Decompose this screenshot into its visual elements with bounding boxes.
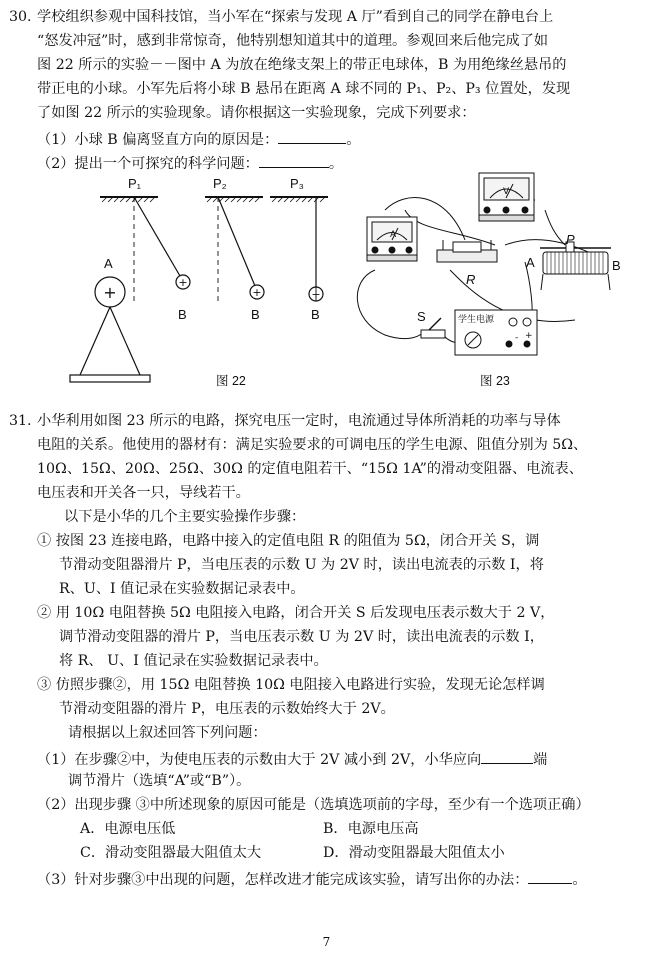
q30-line-5: 了如图 22 所示的实验现象。请你根据这一实验现象，完成下列要求： [37, 105, 476, 121]
rheostat-b-label: B [612, 258, 621, 273]
option-b: B．电源电压高 [323, 821, 419, 837]
q31-intro-2: 电阻的关系。他使用的器材有：满足实验要求的可调电压的学生电源、阻值分别为 5Ω、 [37, 437, 588, 453]
q30-line-4: 带正电的小球。小军先后将小球 B 悬吊在距离 A 球不同的 P₁、P₂、P₃ 位置处，发现 [37, 81, 571, 97]
q31-step1-line-2: 节滑动变阻器滑片 P，当电压表的示数 U 为 2V 时，读出电流表的示数 I，将 [59, 557, 544, 573]
svg-text:-: - [515, 333, 519, 343]
q31-step2-line-1: ② 用 10Ω 电阻替换 5Ω 电阻接入电路，闭合开关 S 后发现电压表示数大于 2 V， [37, 605, 555, 621]
q31-intro-5: 以下是小华的几个主要实验操作步骤： [64, 509, 306, 525]
ball-a-label: A [104, 256, 113, 271]
q31-sub1-text: （1）在步骤②中，为使电压表的示数由大于 2V 减小到 2V，小华应向 [37, 752, 482, 768]
q31-number: 31. [9, 413, 32, 429]
p2-label: P₂ [213, 176, 227, 191]
q31-intro-1: 小华利用如图 23 所示的电路，探究电压一定时，电流通过导体所消耗的功率与导体 [37, 413, 561, 429]
rheostat-a-label: A [526, 255, 535, 270]
ball-b1-label: B [178, 307, 187, 322]
option-c: C．滑动变阻器最大阻值太大 [80, 845, 262, 861]
svg-text:+: + [311, 288, 321, 301]
svg-text:+: + [103, 283, 117, 302]
q31-step1-line-3: R、U、I 值记录在实验数据记录表中。 [59, 581, 305, 597]
svg-text:+: + [252, 286, 262, 299]
q30-sub2 [37, 153, 343, 173]
q30-line-2: “怒发冲冠”时，感到非常惊奇，他特别想知道其中的道理。参观回来后他完成了如 [37, 33, 549, 49]
q31-step2-line-3: 将 R、 U、I 值记录在实验数据记录表中。 [59, 653, 328, 669]
p3-label: P₃ [290, 176, 304, 191]
q31-sub1-line-1 [37, 749, 547, 769]
slider-p-label: P [566, 232, 575, 247]
q31-intro-4: 电压表和开关各一只，导线若干。 [37, 485, 250, 501]
q30-sub2-text: （2）提出一个可探究的科学问题： [37, 156, 259, 172]
q31-prompt: 请根据以上叙述回答下列问题： [68, 725, 267, 741]
svg-text:A: A [390, 230, 397, 240]
q31-sub1-end: 端 [533, 752, 548, 768]
ball-b2-label: B [251, 307, 260, 322]
page-number: 7 [322, 935, 331, 949]
q30-number: 30. [9, 9, 32, 25]
q31-sub3 [37, 869, 587, 889]
q31-sub3-text: （3）针对步骤③中出现的问题，怎样改进才能完成该实验，请写出你的办法： [37, 872, 529, 888]
q31-step2-line-2: 调节滑动变阻器的滑片 P，当电压表示数 U 为 2V 时，读出电流表的示数 I， [59, 629, 544, 645]
q31-sub2: （2）出现步骤 ③中所述现象的原因可能是（选填选项前的字母，至少有一个选项正确） [37, 797, 590, 813]
q30-sub1-end: 。 [346, 132, 361, 148]
q30-sub1 [37, 129, 361, 149]
q30-line-1: 学校组织参观中国科技馆，当小军在“探索与发现 A 厅”看到自己的同学在静电台上 [37, 9, 554, 25]
q31-sub1-line-2: 调节滑片（选填“A”或“B”）。 [68, 773, 251, 789]
svg-text:V: V [503, 187, 510, 197]
q30-sub2-blank [259, 153, 329, 168]
q30-sub1-text: （1）小球 B 偏离竖直方向的原因是： [37, 132, 279, 148]
q31-sub3-end: 。 [572, 872, 587, 888]
option-a: A．电源电压低 [80, 821, 176, 837]
q30-line-3: 图 22 所示的实验－－图中 A 为放在绝缘支架上的带正电球体，B 为用绝缘丝悬吊的 [37, 57, 567, 73]
q30-sub1-blank [278, 129, 346, 144]
q31-step1-line-1: ① 按图 23 连接电路，电路中接入的定值电阻 R 的阻值为 5Ω，闭合开关 S，调 [37, 533, 540, 549]
figure-22-caption: 图 22 [216, 374, 246, 388]
option-d: D．滑动变阻器最大阻值太小 [323, 845, 505, 861]
q30-sub2-end: 。 [328, 156, 344, 172]
switch-s-label: S [417, 309, 426, 324]
q31-sub3-blank [528, 869, 572, 884]
resistor-r-label: R [466, 272, 476, 287]
p1-label: P₁ [128, 176, 142, 191]
q31-step3-line-1: ③ 仿照步骤②，用 15Ω 电阻替换 10Ω 电阻接入电路进行实验，发现无论怎样调 [37, 677, 545, 693]
svg-text:+: + [178, 276, 188, 289]
q31-sub1-blank [481, 749, 533, 764]
q31-step3-line-2: 节滑动变阻器的滑片 P，电压表的示数始终大于 2V。 [59, 701, 395, 717]
figure-23 [345, 170, 645, 370]
ball-b3-label: B [311, 307, 320, 322]
svg-text:+: + [525, 331, 533, 341]
power-supply-label: 学生电源 [458, 314, 495, 324]
q31-intro-3: 10Ω、15Ω、20Ω、25Ω、30Ω 的定值电阻若干、“15Ω 1A”的滑动变阻器、电流表、 [37, 461, 583, 477]
figure-23-caption: 图 23 [480, 374, 510, 388]
figure-22 [60, 175, 360, 390]
